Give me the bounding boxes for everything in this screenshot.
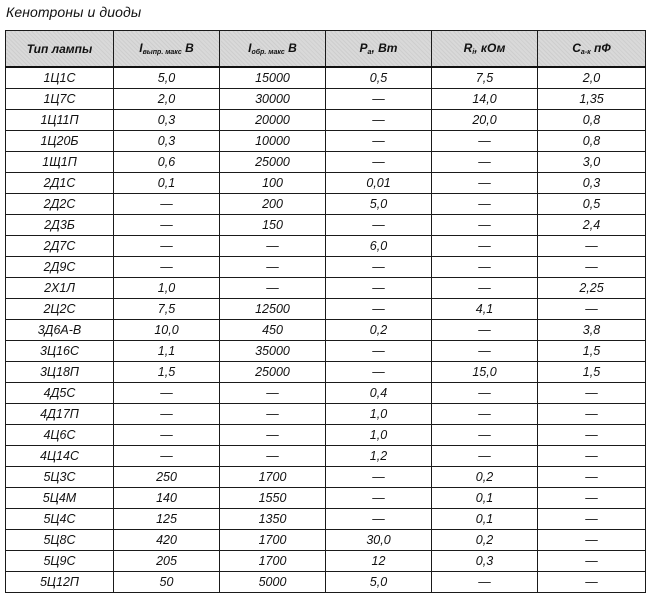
table-cell: 150	[220, 215, 326, 236]
table-cell: —	[432, 194, 538, 215]
table-cell: —	[326, 488, 432, 509]
table-cell: 100	[220, 173, 326, 194]
table-row	[6, 320, 646, 341]
table-cell: 1,5	[538, 362, 646, 383]
header-power: $P_а$, Вт	[326, 31, 432, 68]
table-cell: —	[114, 257, 220, 278]
table-cell: 1,0	[326, 425, 432, 446]
table-cell: 0,6	[114, 152, 220, 173]
table-cell: 0,01	[326, 173, 432, 194]
table-cell: —	[326, 362, 432, 383]
tube-type-cell: 1Ц1С	[6, 67, 114, 89]
table-cell: 10000	[220, 131, 326, 152]
table-cell: 2,25	[538, 278, 646, 299]
table-cell: —	[432, 425, 538, 446]
table-cell: 0,2	[326, 320, 432, 341]
table-cell: —	[326, 215, 432, 236]
table-cell: 0,8	[538, 110, 646, 131]
table-cell: —	[432, 173, 538, 194]
table-cell: 0,5	[326, 67, 432, 89]
table-cell: 3,8	[538, 320, 646, 341]
table-cell: 5,0	[326, 194, 432, 215]
tube-type-cell: 2Д2С	[6, 194, 114, 215]
table-cell: —	[432, 446, 538, 467]
table-row	[6, 173, 646, 194]
table-cell: —	[538, 530, 646, 551]
table-cell: 0,8	[538, 131, 646, 152]
table-cell: 420	[114, 530, 220, 551]
table-cell: —	[538, 383, 646, 404]
table-cell: 0,4	[326, 383, 432, 404]
tube-type-cell: 3Ц16С	[6, 341, 114, 362]
table-cell: 0,3	[114, 131, 220, 152]
table-cell: —	[538, 299, 646, 320]
table-cell: 5,0	[326, 572, 432, 593]
table-row	[6, 215, 646, 236]
tube-type-cell: 3Д6А-В	[6, 320, 114, 341]
tube-type-cell: 2Д7С	[6, 236, 114, 257]
table-cell: —	[538, 467, 646, 488]
table-cell: 1,5	[114, 362, 220, 383]
table-cell: 7,5	[432, 67, 538, 89]
table-cell: 15000	[220, 67, 326, 89]
tube-table	[5, 30, 646, 593]
tube-type-cell: 2Ц2С	[6, 299, 114, 320]
table-cell: —	[114, 425, 220, 446]
table-cell: —	[114, 404, 220, 425]
table-row	[6, 467, 646, 488]
tube-type-cell: 5Ц4М	[6, 488, 114, 509]
tube-type-cell: 4Д5С	[6, 383, 114, 404]
table-row	[6, 278, 646, 299]
table-cell: —	[432, 404, 538, 425]
table-cell: 0,1	[114, 173, 220, 194]
table-cell: 0,3	[114, 110, 220, 131]
table-cell: 5,0	[114, 67, 220, 89]
table-cell: —	[220, 404, 326, 425]
table-cell: 0,3	[538, 173, 646, 194]
table-row	[6, 110, 646, 131]
tube-type-cell: 1Ц7С	[6, 89, 114, 110]
table-cell: —	[538, 572, 646, 593]
table-cell: 205	[114, 551, 220, 572]
table-cell: —	[326, 341, 432, 362]
table-cell: —	[432, 278, 538, 299]
table-cell: —	[220, 257, 326, 278]
table-cell: —	[326, 257, 432, 278]
table-row	[6, 299, 646, 320]
table-cell: 20000	[220, 110, 326, 131]
header-i-rect: $I_{выпр. макс}$ В	[114, 31, 220, 68]
table-cell: 35000	[220, 341, 326, 362]
table-cell: —	[432, 257, 538, 278]
header-type: Тип лампы	[6, 31, 114, 68]
table-cell: 7,5	[114, 299, 220, 320]
table-cell: —	[326, 110, 432, 131]
table-cell: —	[326, 89, 432, 110]
table-cell: —	[538, 404, 646, 425]
table-cell: 250	[114, 467, 220, 488]
tube-type-cell: 4Д17П	[6, 404, 114, 425]
table-row	[6, 131, 646, 152]
table-cell: 2,0	[114, 89, 220, 110]
table-cell: —	[538, 551, 646, 572]
table-cell: —	[326, 509, 432, 530]
table-row	[6, 236, 646, 257]
header-resistance: $R_i$, кОм	[432, 31, 538, 68]
table-cell: —	[538, 236, 646, 257]
table-cell: —	[220, 236, 326, 257]
table-cell: 14,0	[432, 89, 538, 110]
table-cell: —	[432, 341, 538, 362]
table-cell: 1700	[220, 551, 326, 572]
table-cell: 450	[220, 320, 326, 341]
table-row	[6, 152, 646, 173]
table-cell: 1,0	[326, 404, 432, 425]
table-cell: —	[432, 320, 538, 341]
table-cell: 50	[114, 572, 220, 593]
table-cell: —	[220, 446, 326, 467]
header-capacitance: $C_{а-к}$ пФ	[538, 31, 646, 68]
table-cell: 200	[220, 194, 326, 215]
table-cell: —	[538, 446, 646, 467]
table-cell: 30,0	[326, 530, 432, 551]
table-cell: 1,2	[326, 446, 432, 467]
table-cell: 0,2	[432, 530, 538, 551]
table-cell: 2,0	[538, 67, 646, 89]
table-cell: 10,0	[114, 320, 220, 341]
page-title: Кенотроны и диоды	[6, 4, 142, 20]
tube-type-cell: 1Щ1П	[6, 152, 114, 173]
tube-type-cell: 1Ц20Б	[6, 131, 114, 152]
table-cell: —	[220, 383, 326, 404]
tube-type-cell: 5Ц4С	[6, 509, 114, 530]
tube-type-cell: 4Ц14С	[6, 446, 114, 467]
tube-type-cell: 5Ц3С	[6, 467, 114, 488]
table-cell: —	[326, 299, 432, 320]
table-cell: 1,5	[538, 341, 646, 362]
tube-type-cell: 2Д1С	[6, 173, 114, 194]
table-cell: 1700	[220, 467, 326, 488]
table-row	[6, 551, 646, 572]
table-cell: 20,0	[432, 110, 538, 131]
table-row	[6, 404, 646, 425]
table-cell: 140	[114, 488, 220, 509]
table-cell: —	[220, 278, 326, 299]
table-cell: —	[538, 509, 646, 530]
table-cell: 0,5	[538, 194, 646, 215]
table-cell: 125	[114, 509, 220, 530]
table-cell: 1,0	[114, 278, 220, 299]
tube-type-cell: 3Ц18П	[6, 362, 114, 383]
table-cell: —	[538, 257, 646, 278]
table-cell: —	[326, 131, 432, 152]
table-row	[6, 257, 646, 278]
table-cell: —	[114, 236, 220, 257]
table-cell: 3,0	[538, 152, 646, 173]
table-cell: 12	[326, 551, 432, 572]
table-row	[6, 362, 646, 383]
table-cell: 0,1	[432, 488, 538, 509]
tube-type-cell: 2Д9С	[6, 257, 114, 278]
table-cell: —	[432, 215, 538, 236]
table-cell: 30000	[220, 89, 326, 110]
header-row	[6, 31, 646, 68]
tube-type-cell: 5Ц12П	[6, 572, 114, 593]
table-cell: 1350	[220, 509, 326, 530]
tube-type-cell: 1Ц11П	[6, 110, 114, 131]
table-row	[6, 446, 646, 467]
table-cell: —	[538, 488, 646, 509]
table-cell: 15,0	[432, 362, 538, 383]
table-cell: 0,3	[432, 551, 538, 572]
header-i-rev: $I_{обр. макс}$ В	[220, 31, 326, 68]
table-cell: —	[538, 425, 646, 446]
table-cell: —	[432, 236, 538, 257]
table-cell: 0,1	[432, 509, 538, 530]
tube-type-cell: 5Ц9С	[6, 551, 114, 572]
table-row	[6, 89, 646, 110]
table-row	[6, 509, 646, 530]
table-cell: 1,1	[114, 341, 220, 362]
table-cell: —	[114, 194, 220, 215]
table-row	[6, 572, 646, 593]
table-cell: 1700	[220, 530, 326, 551]
table-row	[6, 488, 646, 509]
table-cell: 25000	[220, 152, 326, 173]
table-cell: —	[432, 131, 538, 152]
tube-type-cell: 5Ц8С	[6, 530, 114, 551]
table-cell: 2,4	[538, 215, 646, 236]
table-row	[6, 194, 646, 215]
table-cell: —	[432, 383, 538, 404]
table-cell: —	[220, 425, 326, 446]
table-cell: —	[432, 152, 538, 173]
table-cell: —	[432, 572, 538, 593]
table-cell: —	[326, 152, 432, 173]
table-cell: —	[114, 446, 220, 467]
table-row	[6, 425, 646, 446]
table-cell: 1,35	[538, 89, 646, 110]
table-cell: 6,0	[326, 236, 432, 257]
table-cell: 4,1	[432, 299, 538, 320]
tube-type-cell: 2Д3Б	[6, 215, 114, 236]
table-cell: 0,2	[432, 467, 538, 488]
table-cell: 5000	[220, 572, 326, 593]
table-cell: 25000	[220, 362, 326, 383]
tube-type-cell: 4Ц6С	[6, 425, 114, 446]
table-cell: 1550	[220, 488, 326, 509]
table-cell: —	[326, 467, 432, 488]
table-cell: —	[326, 278, 432, 299]
tube-type-cell: 2Х1Л	[6, 278, 114, 299]
table-cell: —	[114, 215, 220, 236]
table-row	[6, 383, 646, 404]
table-row	[6, 341, 646, 362]
table-cell: —	[114, 383, 220, 404]
table-cell: 12500	[220, 299, 326, 320]
table-row	[6, 67, 646, 89]
table-row	[6, 530, 646, 551]
